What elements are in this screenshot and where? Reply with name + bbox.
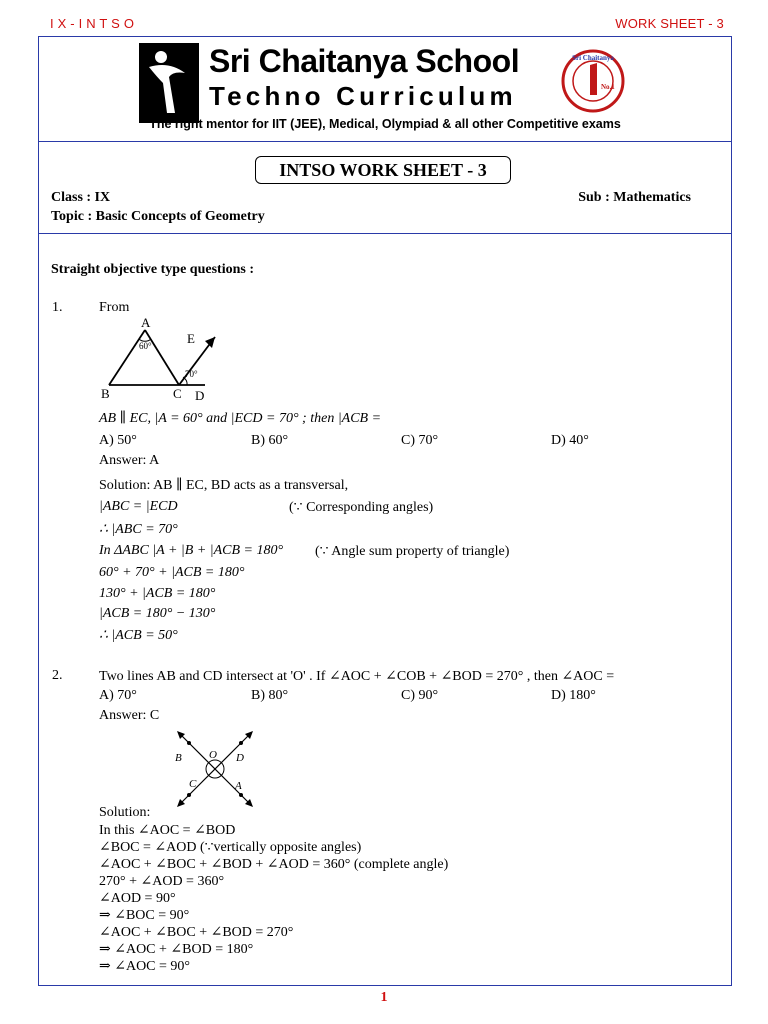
label-A: A: [141, 315, 151, 330]
brand-tagline: The right mentor for IIT (JEE), Medical, Olympiad & all other Competitive exams: [149, 117, 621, 131]
option-a[interactable]: A) 50°: [99, 433, 137, 448]
label-O: O: [209, 749, 217, 761]
school-logo-icon: [139, 43, 199, 123]
option-d[interactable]: D) 180°: [551, 688, 596, 703]
question-intro: From: [99, 300, 130, 315]
solution-line: 270° + ∠AOD = 360°: [99, 874, 225, 889]
subject-label: Sub : Mathematics: [578, 190, 691, 205]
header-right: WORK SHEET - 3: [615, 16, 724, 31]
topic-label: Topic : Basic Concepts of Geometry: [51, 209, 265, 224]
brand-subtitle: Techno Curriculum: [209, 81, 517, 111]
solution-line: |ABC = |ECD: [99, 499, 178, 514]
option-d[interactable]: D) 40°: [551, 433, 589, 448]
label-D: D: [195, 388, 205, 403]
intersecting-lines-figure: [159, 725, 269, 813]
class-label: Class : IX: [51, 190, 111, 205]
seal-text: Sri Chaitanya: [572, 54, 614, 62]
solution-line: (∵ Corresponding angles): [289, 500, 434, 515]
solution-line: ∠AOC + ∠BOC + ∠BOD = 270°: [99, 925, 294, 940]
label-B: B: [101, 386, 110, 401]
seal-center-text: No.1: [601, 83, 615, 91]
solution-line: ∠AOC + ∠BOC + ∠BOD + ∠AOD = 360° (complete angle): [99, 857, 449, 872]
solution-line: In ΔABC |A + |B + |ACB = 180°: [99, 543, 284, 558]
section-heading: Straight objective type questions :: [51, 262, 254, 277]
divider: [39, 233, 731, 234]
option-b[interactable]: B) 80°: [251, 688, 289, 703]
divider: [39, 141, 731, 142]
solution-line: In this ∠AOC = ∠BOD: [99, 823, 236, 838]
label-B: B: [175, 752, 182, 764]
angle-A-label: 60°: [139, 341, 152, 351]
solution-line: ⇒ ∠AOC = 90°: [99, 959, 191, 974]
option-c[interactable]: C) 90°: [401, 688, 439, 703]
solution-line: Solution: AB ∥ EC, BD acts as a transversal,: [99, 478, 349, 493]
page-frame: [38, 36, 732, 986]
solution-line: |ACB = 180° − 130°: [99, 606, 216, 621]
label-C: C: [189, 778, 197, 790]
label-D: D: [236, 752, 244, 764]
solution-line: ∴ |ABC = 70°: [99, 522, 178, 537]
header-left: I X - I N T S O: [50, 16, 135, 31]
solution-line: (∵ Angle sum property of triangle): [315, 544, 510, 559]
solution-line: ⇒ ∠AOC + ∠BOD = 180°: [99, 942, 254, 957]
solution-line: Solution:: [99, 805, 151, 820]
angle-C-label: 70°: [185, 369, 198, 379]
question-stem: AB ∥ EC, |A = 60° and |ECD = 70° ; then |ACB =: [99, 411, 382, 426]
answer-text: Answer: A: [99, 453, 160, 468]
label-A: A: [235, 780, 242, 792]
solution-line: ∠BOC = ∠AOD (∵vertically opposite angles): [99, 840, 362, 855]
seal-emblem-icon: [561, 49, 625, 113]
solution-line: ∠AOD = 90°: [99, 891, 176, 906]
question-stem: Two lines AB and CD intersect at 'O' . If ∠AOC + ∠COB + ∠BOD = 270° , then ∠AOC =: [99, 669, 615, 684]
option-b[interactable]: B) 60°: [251, 433, 289, 448]
solution-line: 60° + 70° + |ACB = 180°: [99, 565, 245, 580]
solution-line: ∴ |ACB = 50°: [99, 628, 178, 643]
brand-name: Sri Chaitanya School: [209, 43, 520, 79]
option-a[interactable]: A) 70°: [99, 688, 137, 703]
question-number: 2.: [52, 668, 63, 683]
label-C: C: [173, 386, 182, 401]
worksheet-title: INTSO WORK SHEET - 3: [255, 156, 511, 184]
option-c[interactable]: C) 70°: [401, 433, 439, 448]
answer-text: Answer: C: [99, 708, 160, 723]
solution-line: ⇒ ∠BOC = 90°: [99, 908, 190, 923]
solution-line: 130° + |ACB = 180°: [99, 586, 216, 601]
question-number: 1.: [52, 300, 63, 315]
label-E: E: [187, 331, 195, 346]
triangle-figure: [97, 315, 227, 405]
page-number: 1: [380, 990, 388, 1005]
